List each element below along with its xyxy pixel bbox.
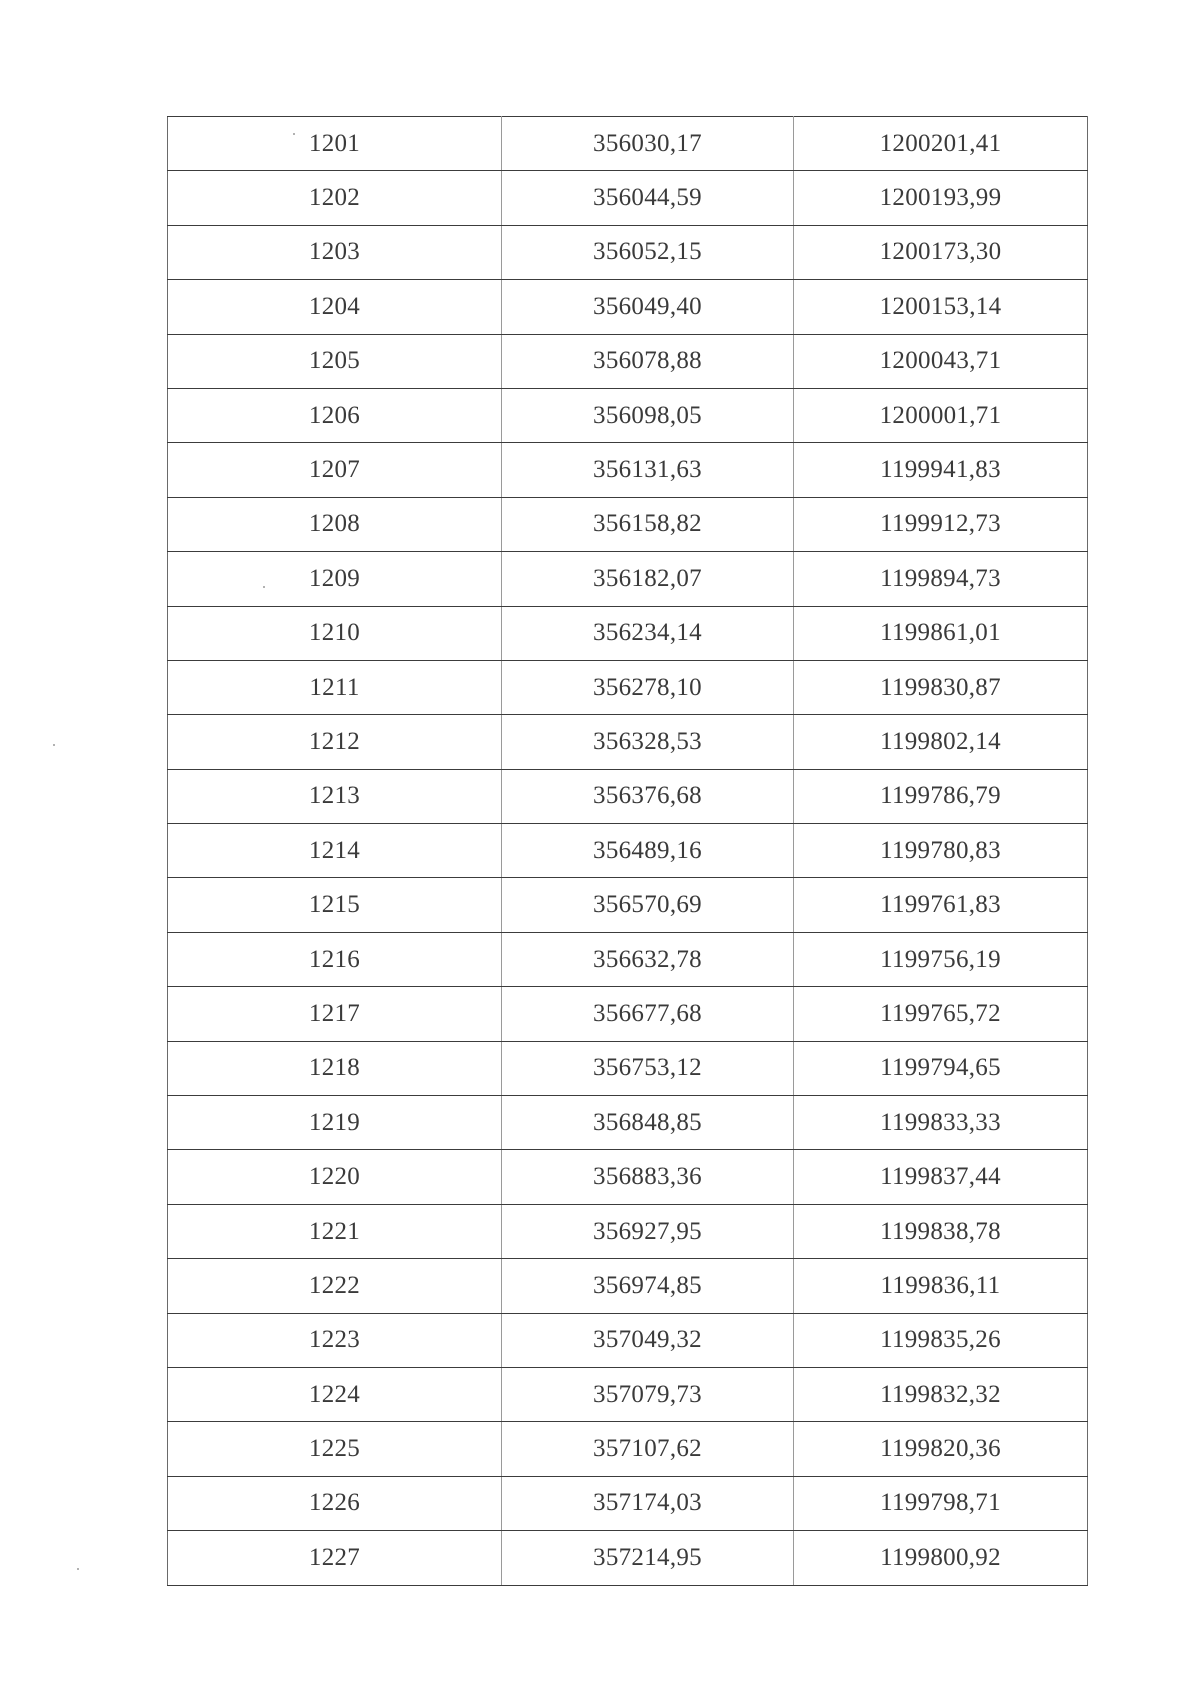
point-number-cell: 1220 [168, 1150, 502, 1204]
x-coordinate-cell: 356098,05 [502, 388, 794, 442]
point-number-cell: 1224 [168, 1367, 502, 1421]
table-row [168, 1150, 1088, 1204]
y-coordinate-cell: 1199838,78 [794, 1204, 1088, 1258]
point-number-cell: 1218 [168, 1041, 502, 1095]
point-number-cell: 1227 [168, 1531, 502, 1585]
y-coordinate-cell: 1199765,72 [794, 987, 1088, 1041]
y-coordinate-cell: 1200173,30 [794, 225, 1088, 279]
point-number-cell: 1219 [168, 1096, 502, 1150]
point-number-cell: 1226 [168, 1476, 502, 1530]
coordinates-table [167, 116, 1088, 1586]
x-coordinate-cell: 357049,32 [502, 1313, 794, 1367]
point-number-cell: 1210 [168, 606, 502, 660]
y-coordinate-cell: 1200201,41 [794, 117, 1088, 171]
y-coordinate-cell: 1199802,14 [794, 715, 1088, 769]
point-number-cell: 1206 [168, 388, 502, 442]
point-number-cell: 1208 [168, 497, 502, 551]
point-number-cell: 1217 [168, 987, 502, 1041]
scan-speck [53, 744, 55, 746]
point-number-cell: 1204 [168, 280, 502, 334]
table-row [168, 1096, 1088, 1150]
table-row [168, 497, 1088, 551]
y-coordinate-cell: 1199912,73 [794, 497, 1088, 551]
table-row [168, 878, 1088, 932]
x-coordinate-cell: 356677,68 [502, 987, 794, 1041]
y-coordinate-cell: 1199794,65 [794, 1041, 1088, 1095]
table-row [168, 606, 1088, 660]
point-number-cell: 1207 [168, 443, 502, 497]
y-coordinate-cell: 1200043,71 [794, 334, 1088, 388]
x-coordinate-cell: 356848,85 [502, 1096, 794, 1150]
x-coordinate-cell: 356278,10 [502, 660, 794, 714]
y-coordinate-cell: 1199800,92 [794, 1531, 1088, 1585]
y-coordinate-cell: 1199894,73 [794, 552, 1088, 606]
point-number-cell: 1203 [168, 225, 502, 279]
table-row [168, 987, 1088, 1041]
table-row [168, 117, 1088, 171]
x-coordinate-cell: 356078,88 [502, 334, 794, 388]
point-number-cell: 1212 [168, 715, 502, 769]
y-coordinate-cell: 1200193,99 [794, 171, 1088, 225]
x-coordinate-cell: 356030,17 [502, 117, 794, 171]
x-coordinate-cell: 357214,95 [502, 1531, 794, 1585]
x-coordinate-cell: 356883,36 [502, 1150, 794, 1204]
point-number-cell: 1201 [168, 117, 502, 171]
table-row [168, 769, 1088, 823]
y-coordinate-cell: 1199836,11 [794, 1259, 1088, 1313]
table-row [168, 1422, 1088, 1476]
y-coordinate-cell: 1199861,01 [794, 606, 1088, 660]
point-number-cell: 1215 [168, 878, 502, 932]
table-row [168, 824, 1088, 878]
y-coordinate-cell: 1200153,14 [794, 280, 1088, 334]
y-coordinate-cell: 1199832,32 [794, 1367, 1088, 1421]
y-coordinate-cell: 1199820,36 [794, 1422, 1088, 1476]
x-coordinate-cell: 356974,85 [502, 1259, 794, 1313]
table-row [168, 1259, 1088, 1313]
point-number-cell: 1202 [168, 171, 502, 225]
point-number-cell: 1222 [168, 1259, 502, 1313]
table-row [168, 660, 1088, 714]
y-coordinate-cell: 1199830,87 [794, 660, 1088, 714]
x-coordinate-cell: 356376,68 [502, 769, 794, 823]
y-coordinate-cell: 1199798,71 [794, 1476, 1088, 1530]
table-row [168, 443, 1088, 497]
y-coordinate-cell: 1200001,71 [794, 388, 1088, 442]
point-number-cell: 1205 [168, 334, 502, 388]
table-row [168, 1531, 1088, 1585]
y-coordinate-cell: 1199835,26 [794, 1313, 1088, 1367]
table-row [168, 171, 1088, 225]
x-coordinate-cell: 356632,78 [502, 932, 794, 986]
table-row [168, 1313, 1088, 1367]
y-coordinate-cell: 1199786,79 [794, 769, 1088, 823]
point-number-cell: 1216 [168, 932, 502, 986]
point-number-cell: 1225 [168, 1422, 502, 1476]
x-coordinate-cell: 356570,69 [502, 878, 794, 932]
x-coordinate-cell: 357079,73 [502, 1367, 794, 1421]
table-row [168, 715, 1088, 769]
y-coordinate-cell: 1199756,19 [794, 932, 1088, 986]
x-coordinate-cell: 356927,95 [502, 1204, 794, 1258]
x-coordinate-cell: 356489,16 [502, 824, 794, 878]
x-coordinate-cell: 356049,40 [502, 280, 794, 334]
x-coordinate-cell: 356328,53 [502, 715, 794, 769]
y-coordinate-cell: 1199833,33 [794, 1096, 1088, 1150]
table-row [168, 932, 1088, 986]
table-row [168, 280, 1088, 334]
point-number-cell: 1211 [168, 660, 502, 714]
point-number-cell: 1223 [168, 1313, 502, 1367]
x-coordinate-cell: 356131,63 [502, 443, 794, 497]
point-number-cell: 1214 [168, 824, 502, 878]
coordinates-table-body [168, 117, 1088, 1586]
x-coordinate-cell: 356753,12 [502, 1041, 794, 1095]
table-row [168, 1367, 1088, 1421]
y-coordinate-cell: 1199761,83 [794, 878, 1088, 932]
y-coordinate-cell: 1199780,83 [794, 824, 1088, 878]
table-row [168, 334, 1088, 388]
x-coordinate-cell: 357174,03 [502, 1476, 794, 1530]
y-coordinate-cell: 1199941,83 [794, 443, 1088, 497]
x-coordinate-cell: 356182,07 [502, 552, 794, 606]
table-row [168, 225, 1088, 279]
point-number-cell: 1213 [168, 769, 502, 823]
x-coordinate-cell: 356158,82 [502, 497, 794, 551]
table-row [168, 552, 1088, 606]
table-row [168, 1476, 1088, 1530]
x-coordinate-cell: 356044,59 [502, 171, 794, 225]
table-row [168, 1204, 1088, 1258]
scan-speck [293, 133, 295, 135]
scan-speck [77, 1568, 79, 1570]
x-coordinate-cell: 357107,62 [502, 1422, 794, 1476]
x-coordinate-cell: 356234,14 [502, 606, 794, 660]
table-row [168, 1041, 1088, 1095]
table-row [168, 388, 1088, 442]
point-number-cell: 1209 [168, 552, 502, 606]
point-number-cell: 1221 [168, 1204, 502, 1258]
y-coordinate-cell: 1199837,44 [794, 1150, 1088, 1204]
x-coordinate-cell: 356052,15 [502, 225, 794, 279]
scan-speck [263, 586, 265, 588]
